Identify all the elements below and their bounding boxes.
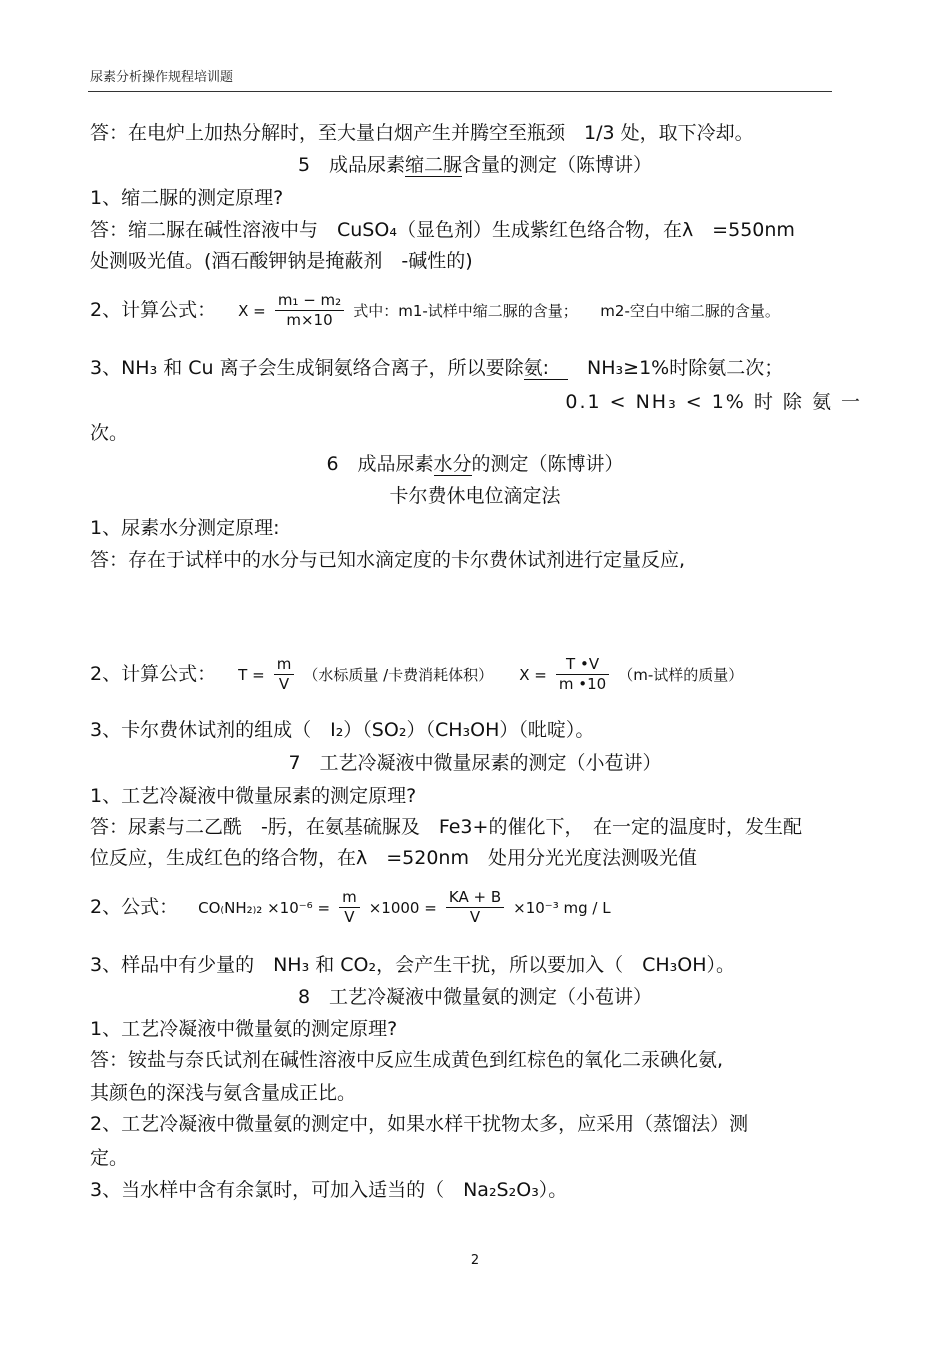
fraction <box>274 657 295 692</box>
question-1: 1、工艺冷凝液中微量氨的测定原理? <box>90 1018 398 1040</box>
numerator: T •V <box>556 657 609 675</box>
question-2-line-2: 定。 <box>90 1147 129 1169</box>
question-1: 1、工艺冷凝液中微量尿素的测定原理? <box>90 785 417 807</box>
answer-1-line-2: 位反应，生成红色的络合物，在λ =520nm 处用分光光度法测吸光值 <box>90 847 697 869</box>
formula-x-note: （m-试样的质量） <box>618 666 744 684</box>
denominator: V <box>469 908 481 926</box>
section-7-title: 7 工艺冷凝液中微量尿素的测定（小苞讲） <box>288 752 662 774</box>
question-1: 1、缩二脲的测定原理? <box>90 187 284 209</box>
numerator: KA + B <box>446 890 504 908</box>
answer-1-line-2: 处测吸光值。(酒石酸钾钠是掩蔽剂 -碱性的) <box>90 250 473 272</box>
question-3: 3、样品中有少量的 NH₃ 和 CO₂，会产生干扰，所以要加入（ CH₃OH）。 <box>90 954 736 976</box>
denominator: m×10 <box>286 311 333 329</box>
q3-text-end: NH₃≥1%时除氨二次； <box>568 357 784 379</box>
numerator: m <box>274 657 295 675</box>
answer-1-line-1: 答：铵盐与奈氏试剂在碱性溶液中反应生成黄色到红棕色的氧化二汞碘化氨, <box>90 1049 724 1071</box>
answer-line: 答：在电炉上加热分解时，至大量白烟产生并腾空至瓶颈 1/3 处，取下冷却。 <box>90 122 754 144</box>
formula-line <box>90 293 780 328</box>
formula-t-lhs: T = <box>238 666 265 684</box>
page-number: 2 <box>470 1253 480 1268</box>
section-5-title <box>0 156 950 175</box>
formula-t-note: （水标质量 /卡费消耗体积） <box>303 666 494 684</box>
title-text: 5 成品尿素 <box>297 154 406 176</box>
section-8-title: 8 工艺冷凝液中微量氨的测定（小苞讲） <box>297 986 653 1008</box>
question-3-line-2: 0.1 < NH₃ < 1% 时 除 氨 一 <box>565 391 862 413</box>
question-1: 1、尿素水分测定原理: <box>90 517 280 539</box>
formula-lhs: CO₍NH₂₎₂ ×10⁻⁶ = <box>198 899 331 917</box>
page-header: 尿素分析操作规程培训题 <box>90 70 234 85</box>
title-underlined: 缩二脲 <box>405 154 463 176</box>
q3-text: 3、NH₃ 和 Cu 离子会生成铜氨络合离子，所以要除 <box>90 357 524 379</box>
title-underlined: 水分 <box>433 453 472 475</box>
formula-x-lhs: X = <box>519 666 547 684</box>
answer-1-line-1: 答：缩二脲在碱性溶液中与 CuSO₄（显色剂）生成紫红色络合物，在λ =550nm <box>90 219 795 241</box>
formula-mid: ×1000 = <box>368 899 437 917</box>
question-3-line-3: 次。 <box>90 422 129 444</box>
header-divider <box>88 91 832 92</box>
answer-1-line-2: 其颜色的深浅与氨含量成正比。 <box>90 1082 357 1104</box>
question-3: 3、卡尔费休试剂的组成（ I₂）（SO₂）（CH₃OH）（吡啶）。 <box>90 719 595 741</box>
numerator: m₁ − m₂ <box>275 293 344 311</box>
formula-label: 2、公式： <box>90 896 179 918</box>
q3-underlined: 氨: <box>523 357 569 379</box>
formula-note: 式中：m1-试样中缩二脲的含量； m2-空白中缩二脲的含量。 <box>353 302 780 320</box>
formula-lhs: X = <box>238 302 266 320</box>
section-6-subtitle: 卡尔费休电位滴定法 <box>389 485 561 507</box>
title-text: 的测定（陈博讲） <box>471 453 624 475</box>
question-3: 3、当水样中含有余氯时，可加入适当的（ Na₂S₂O₃）。 <box>90 1179 568 1201</box>
title-text: 6 成品尿素 <box>326 453 434 475</box>
denominator: m •10 <box>558 675 607 693</box>
question-2-line-1: 2、工艺冷凝液中微量氨的测定中，如果水样干扰物太多，应采用（蒸馏法）测 <box>90 1113 749 1135</box>
fraction <box>275 293 344 328</box>
answer-1-line-1: 答：尿素与二乙酰 -肟，在氨基硫脲及 Fe3+的催化下， 在一定的温度时，发生配 <box>90 816 802 838</box>
fraction <box>556 657 609 692</box>
formula-label: 2、计算公式： <box>90 663 217 685</box>
fraction <box>446 890 504 925</box>
formula-label: 2、计算公式： <box>90 299 217 321</box>
formula-line <box>90 890 611 925</box>
denominator: V <box>344 908 355 926</box>
section-6-title <box>0 455 950 474</box>
question-3 <box>90 359 783 378</box>
fraction <box>339 890 360 925</box>
formula-tail: ×10⁻³ mg / L <box>513 899 611 917</box>
answer-1: 答：存在于试样中的水分与已知水滴定度的卡尔费休试剂进行定量反应, <box>90 549 686 571</box>
title-text: 含量的测定（陈博讲） <box>462 154 653 176</box>
numerator: m <box>339 890 360 908</box>
denominator: V <box>278 675 290 693</box>
formula-line <box>90 657 743 692</box>
